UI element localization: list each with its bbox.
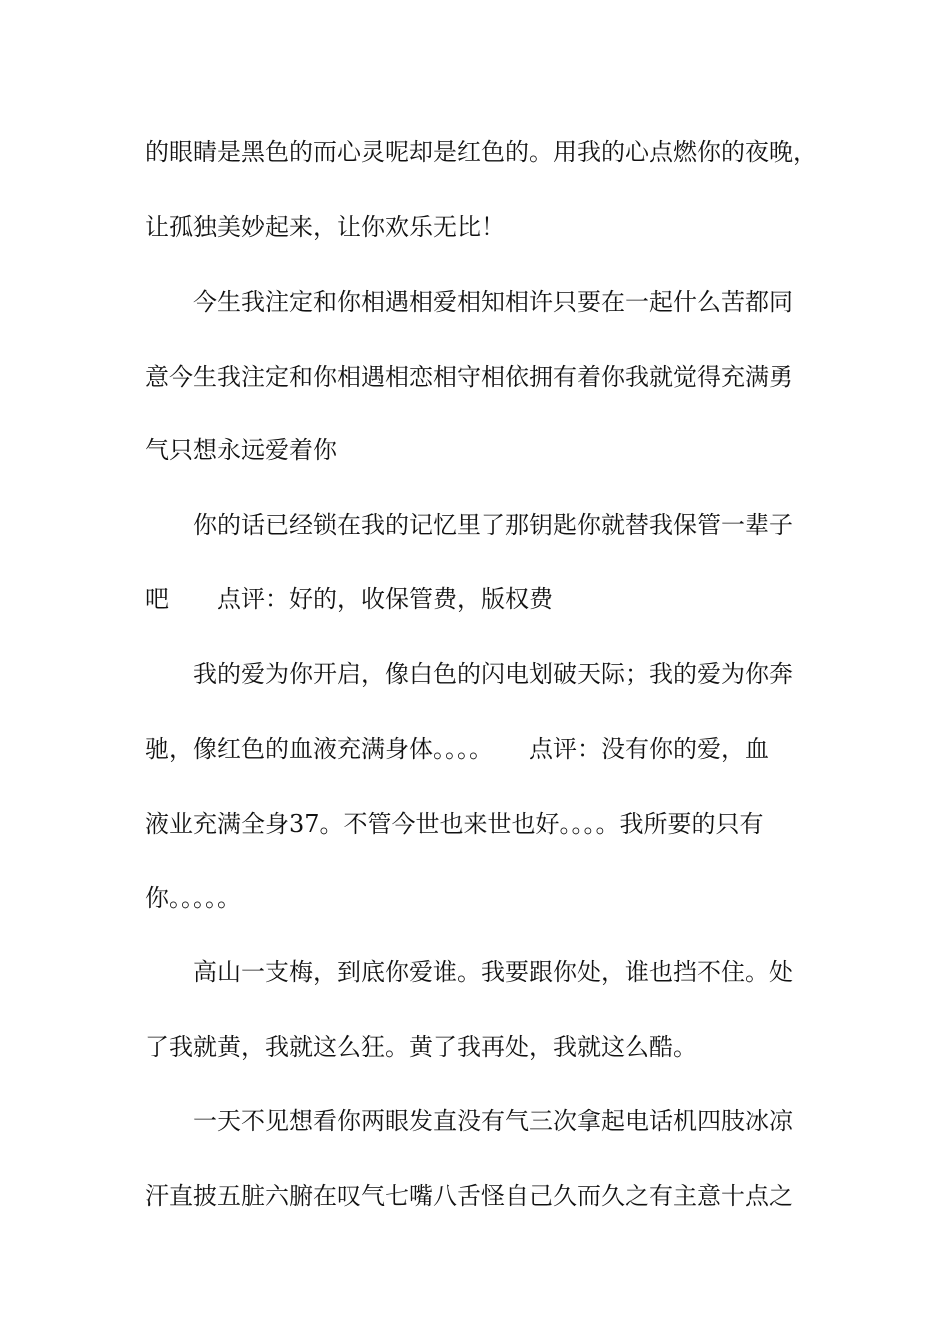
- paragraph-first-line: 今生我注定和你相遇相爱相知相许只要在一起什么苦都同: [193, 288, 793, 316]
- text-line: 你。。。。。: [145, 884, 241, 912]
- paragraph-first-line: 一天不见想看你两眼发直没有气三次拿起电话机四肢冰凉: [193, 1107, 793, 1135]
- text-line: 气只想永远爱着你: [145, 436, 337, 464]
- text-line: 汗直披五脏六腑在叹气七嘴八舌怪自己久而久之有主意十点之: [145, 1182, 793, 1210]
- paragraph-first-line: 我的爱为你开启，像白色的闪电划破天际；我的爱为你奔: [193, 660, 793, 688]
- text-line: 意今生我注定和你相遇相恋相守相依拥有着你我就觉得充满勇: [145, 363, 793, 391]
- text-line: 吧 点评：好的，收保管费，版权费: [145, 585, 553, 613]
- text-line: 液业充满全身37。不管今世也来世也好。。。。我所要的只有: [145, 810, 764, 838]
- text-line: 的眼睛是黑色的而心灵呢却是红色的。用我的心点燃你的夜晚，: [145, 138, 817, 166]
- text-line: 让孤独美妙起来，让你欢乐无比！: [145, 213, 505, 241]
- paragraph-first-line: 高山一支梅，到底你爱谁。我要跟你处，谁也挡不住。处: [193, 958, 793, 986]
- text-line: 驰，像红色的血液充满身体。。。。 点评：没有你的爱，血: [145, 735, 769, 763]
- paragraph-first-line: 你的话已经锁在我的记忆里了那钥匙你就替我保管一辈子: [193, 511, 793, 539]
- text-line: 了我就黄，我就这么狂。黄了我再处，我就这么酷。: [145, 1033, 697, 1061]
